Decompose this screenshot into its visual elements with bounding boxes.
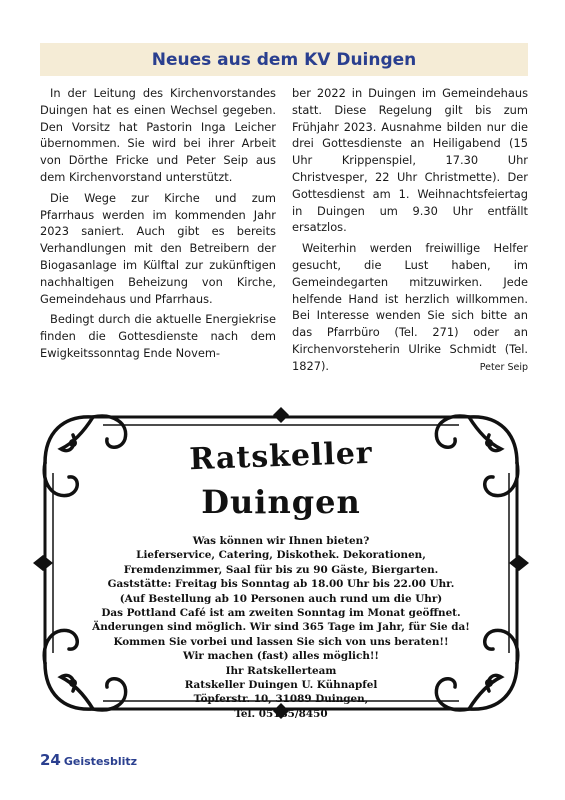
article-paragraph: ber 2022 in Duingen im Gemeindehaus statt. Diese Regelung gilt bis zum Frühjahr 2023. Ausnahme bilden nur die drei Gottesdienste an Heiligabend (15 Uhr Krippenspiel, 17.30 Uhr Christvesper, 22 Uhr Christmette). Der Gottesdienst am 1. Weihnachtsfeiertag in Duingen um 9.30 Uhr entfällt ersatzlos. <box>292 86 528 235</box>
section-title: Neues aus dem KV Duingen <box>151 49 417 70</box>
page-footer <box>40 750 137 769</box>
ad-line: Lieferservice, Catering, Diskothek. Dekorationen, <box>136 549 426 562</box>
article-columns <box>40 85 528 379</box>
magazine-name: Geistesblitz <box>63 755 138 768</box>
ad-line: Gaststätte: Freitag bis Sonntag ab 18.00 Uhr bis 22.00 Uhr. <box>107 578 455 591</box>
ad-title-ratskeller: Ratskeller <box>188 435 374 478</box>
article-paragraph-text: Weiterhin werden freiwillige Helfer gesucht, die Lust haben, im Gemeindegarten mitzuwirken. Jede helfende Hand ist herzlich willkommen. Bei Interesse wenden Sie sich bitte an das Pfarrbüro (Tel. 271) oder an Kirchenvorsteherin Ulrike Schmidt (Tel. 1827). <box>292 241 528 373</box>
ad-line: Ratskeller Duingen U. Kühnapfel <box>184 679 378 692</box>
ad-line: (Auf Bestellung ab 10 Personen auch rund um die Uhr) <box>119 592 443 605</box>
article-column-left <box>40 85 276 379</box>
page-number: 24 <box>40 751 61 769</box>
ad-line: Fremdenzimmer, Saal für bis zu 90 Gäste, Biergarten. <box>123 563 439 576</box>
ad-text-block <box>73 534 489 721</box>
article-paragraph: In der Leitung des Kirchenvorstandes Duingen hat es einen Wechsel gegeben. Den Vorsitz hat Pastorin Inga Leicher übernommen. Sie wird bei ihrer Arbeit von Dörthe Fricke und Peter Seip aus dem Kirchenvorstand unterstützt. <box>40 86 276 184</box>
section-header <box>40 43 528 76</box>
author-credit: Peter Seip <box>479 361 528 373</box>
ad-line: Tel. 05185/8450 <box>234 707 328 720</box>
article-column-right <box>292 85 528 379</box>
ad-line: Wir machen (fast) alles möglich!! <box>182 650 379 663</box>
ad-line: Töpferstr. 10, 31089 Duingen, <box>193 693 369 706</box>
ad-line: Änderungen sind möglich. Wir sind 365 Tage im Jahr, für Sie da! <box>92 621 470 634</box>
article-paragraph: Bedingt durch die aktuelle Energiekrise finden die Gottesdienste nach dem Ewigkeitssonntag Ende Novem- <box>40 312 276 360</box>
ad-line: Kommen Sie vorbei und lassen Sie sich von uns beraten!! <box>113 635 449 648</box>
ad-line: Was können wir Ihnen bieten? <box>192 535 370 547</box>
ad-line: Das Pottland Café ist am zweiten Sonntag im Monat geöffnet. <box>101 607 461 620</box>
ratskeller-advertisement <box>33 403 529 723</box>
article-paragraph <box>292 240 528 374</box>
ad-line: Ihr Ratskellerteam <box>225 664 337 677</box>
ad-title-duingen: Duingen <box>201 483 361 521</box>
article-paragraph: Die Wege zur Kirche und zum Pfarrhaus werden im kommenden Jahr 2023 saniert. Auch gibt es bereits Verhandlungen mit den Betreibern der Biogasanlage im Külftal zur zukünftigen nachhaltigen Beheizung von Kirche, Gemeindehaus und Pfarrhaus. <box>40 190 276 306</box>
